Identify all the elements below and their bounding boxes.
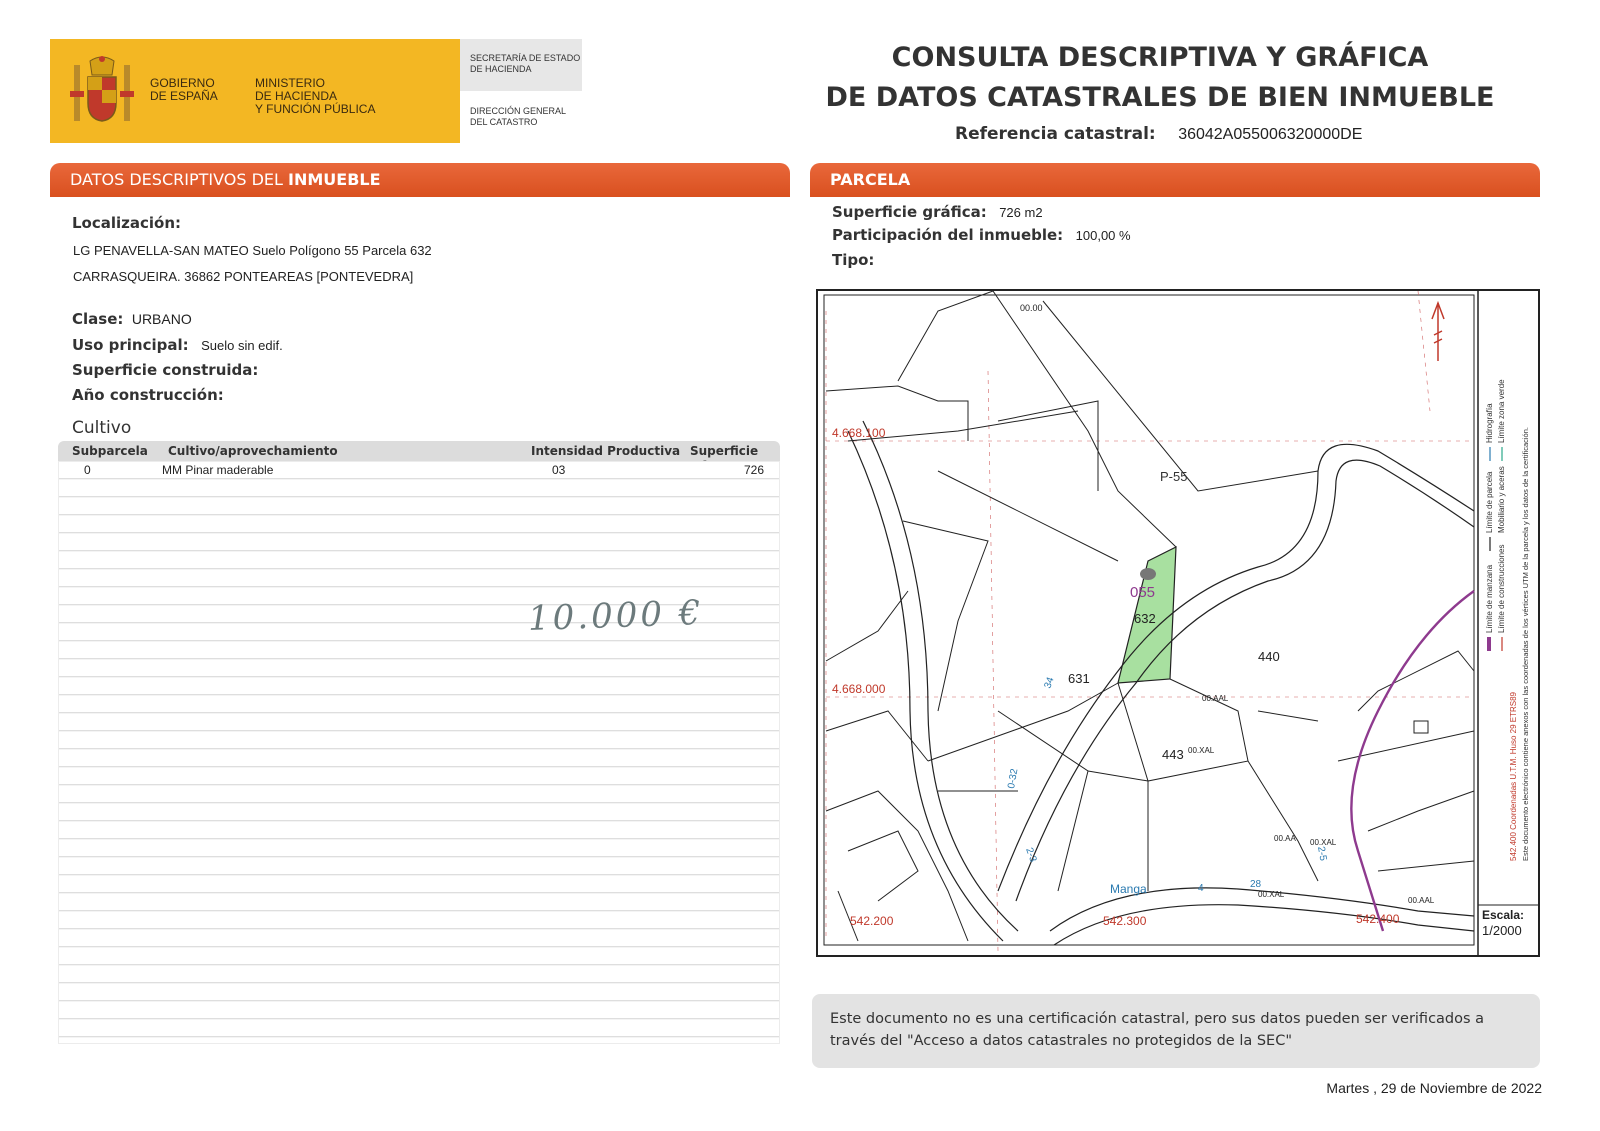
north-arrow-icon <box>1432 303 1444 361</box>
row-subparcela: 0 <box>84 463 91 477</box>
sup-grafica-row <box>832 203 1043 222</box>
legend-mobiliario: Mobiliario y aceras <box>1497 466 1506 533</box>
label-440: 440 <box>1258 649 1280 664</box>
clase-label: Clase: <box>72 310 124 328</box>
descriptive-title-a: DATOS DESCRIPTIVOS DEL <box>70 170 289 189</box>
localizacion-label: Localización: <box>72 214 182 232</box>
tipo-label: Tipo: <box>832 251 875 269</box>
gov-line1: GOBIERNO <box>150 76 215 90</box>
cultivo-table-header <box>58 441 780 461</box>
scale-value: 1/2000 <box>1482 923 1522 938</box>
secretaria-block <box>460 39 582 91</box>
descriptive-section-header <box>50 163 790 197</box>
descriptive-title-b: INMUEBLE <box>288 170 381 189</box>
direccion-block <box>470 106 566 128</box>
col-subparcela: Subparcela <box>72 444 148 458</box>
label-0-32: 0-32 <box>1006 767 1021 790</box>
sec-line1: SECRETARÍA DE ESTADO <box>470 53 581 63</box>
cadastral-map[interactable] <box>816 289 1540 957</box>
cultivo-title: Cultivo <box>72 418 132 438</box>
label-manga: Manga <box>1110 882 1147 896</box>
map-legend <box>1485 379 1530 861</box>
label-2-5: 2-5 <box>1315 845 1329 862</box>
col-superficie: Superficie <box>690 444 759 458</box>
label-poly: 055 <box>1130 584 1156 601</box>
uso-row <box>72 336 283 355</box>
document-title <box>820 38 1500 118</box>
notice-line1: Este documento no es una certificación catastral, pero sus datos pueden ser verificados a <box>830 1011 1485 1027</box>
anio-construccion-label: Año construcción: <box>72 386 224 404</box>
row-intensidad: 03 <box>552 463 566 477</box>
clase-value: URBANO <box>131 311 192 327</box>
code-2: 00.AAL <box>1202 694 1229 703</box>
handwritten-price-note: 10.000 € <box>527 592 705 640</box>
dir-line2: DEL CATASTRO <box>470 117 538 127</box>
parcela-section-header <box>810 163 1540 197</box>
scale-label: Escala: <box>1482 908 1525 922</box>
legend-note: Este documento electrónico contiene anexos con las coordenadas de los vértices UTM de la parcela y los datos de la certificación. <box>1521 427 1530 861</box>
title-line2: DE DATOS CATASTRALES DE BIEN INMUEBLE <box>825 82 1495 113</box>
min-line2: DE HACIENDA <box>255 89 338 103</box>
col-intensidad: Intensidad Productiva <box>531 444 681 458</box>
row-superficie: 726 <box>744 463 765 477</box>
legend-coords: 542.400 Coordenadas U.T.M. Huso 29 ETRS89 <box>1509 692 1518 861</box>
government-logo-block <box>50 39 460 143</box>
reference-row <box>955 124 1362 144</box>
code-5: 00.AA <box>1274 834 1296 843</box>
code-6: 00.AAL <box>1408 896 1435 905</box>
legend-construcciones: Límite de construcciones <box>1497 544 1506 633</box>
uso-value: Suelo sin edif. <box>201 338 283 353</box>
parcela-title: PARCELA <box>830 170 911 189</box>
table-row <box>58 461 780 479</box>
cultivo-table-body <box>58 461 780 1044</box>
code-4: 00.XAL <box>1310 838 1337 847</box>
row-cultivo: MM Pinar maderable <box>162 463 274 477</box>
reference-label: Referencia catastral: <box>955 124 1156 144</box>
notice-line2: través del "Acceso a datos catastrales no protegidos de la SEC" <box>830 1033 1293 1049</box>
label-2-3: 2-3 <box>1023 846 1039 864</box>
reference-value: 36042A055006320000DE <box>1178 126 1363 143</box>
label-443: 443 <box>1162 747 1184 762</box>
address-line2: CARRASQUEIRA. 36862 PONTEAREAS [PONTEVEDRA] <box>73 269 414 284</box>
coat-of-arms-icon <box>66 51 138 131</box>
label-28: 28 <box>1250 879 1262 890</box>
label-631: 631 <box>1068 671 1090 686</box>
coord-x3: 542.400 <box>1356 912 1400 926</box>
label-p55: P-55 <box>1160 469 1188 484</box>
label-parcel-632: 632 <box>1134 611 1156 626</box>
coord-y1: 4.668.100 <box>832 426 886 440</box>
dir-line1: DIRECCIÓN GENERAL <box>470 106 567 116</box>
label-34: 34 <box>1042 675 1057 691</box>
sup-grafica-value: 726 m2 <box>999 205 1043 220</box>
sec-line2: DE HACIENDA <box>470 64 532 74</box>
clase-row <box>72 310 192 329</box>
address-line1: LG PENAVELLA-SAN MATEO Suelo Polígono 55 Parcela 632 <box>73 243 432 258</box>
coord-x2: 542.300 <box>1103 914 1147 928</box>
uso-label: Uso principal: <box>72 336 189 354</box>
superficie-construida-label: Superficie construida: <box>72 361 259 379</box>
participacion-row <box>832 226 1131 245</box>
legend-zona-verde: Límite zona verde <box>1497 379 1506 443</box>
title-line1: CONSULTA DESCRIPTIVA Y GRÁFICA <box>891 42 1429 73</box>
coord-x1: 542.200 <box>850 914 894 928</box>
gov-line2: DE ESPAÑA <box>150 89 218 103</box>
legend-parcela: Límite de parcela <box>1485 471 1494 533</box>
code-1: 00.00 <box>1020 303 1043 313</box>
notice-box <box>812 994 1540 1068</box>
code-3: 00.XAL <box>1188 746 1215 755</box>
coord-y2: 4.668.000 <box>832 682 886 696</box>
col-cultivo: Cultivo/aprovechamiento <box>168 444 338 458</box>
min-line1: MINISTERIO <box>255 76 326 90</box>
participacion-value: 100,00 % <box>1075 228 1131 243</box>
legend-manzana: Límite de manzana <box>1485 564 1494 633</box>
legend-hidrografia: Hidrografía <box>1485 403 1494 443</box>
min-line3: Y FUNCIÓN PÚBLICA <box>255 102 376 116</box>
code-7: 00.XAL <box>1258 890 1285 899</box>
sup-grafica-label: Superficie gráfica: <box>832 203 987 221</box>
document-date: Martes , 29 de Noviembre de 2022 <box>1326 1080 1542 1096</box>
label-4: 4 <box>1198 883 1204 894</box>
participacion-label: Participación del inmueble: <box>832 226 1064 244</box>
map-drawing <box>818 291 1538 955</box>
